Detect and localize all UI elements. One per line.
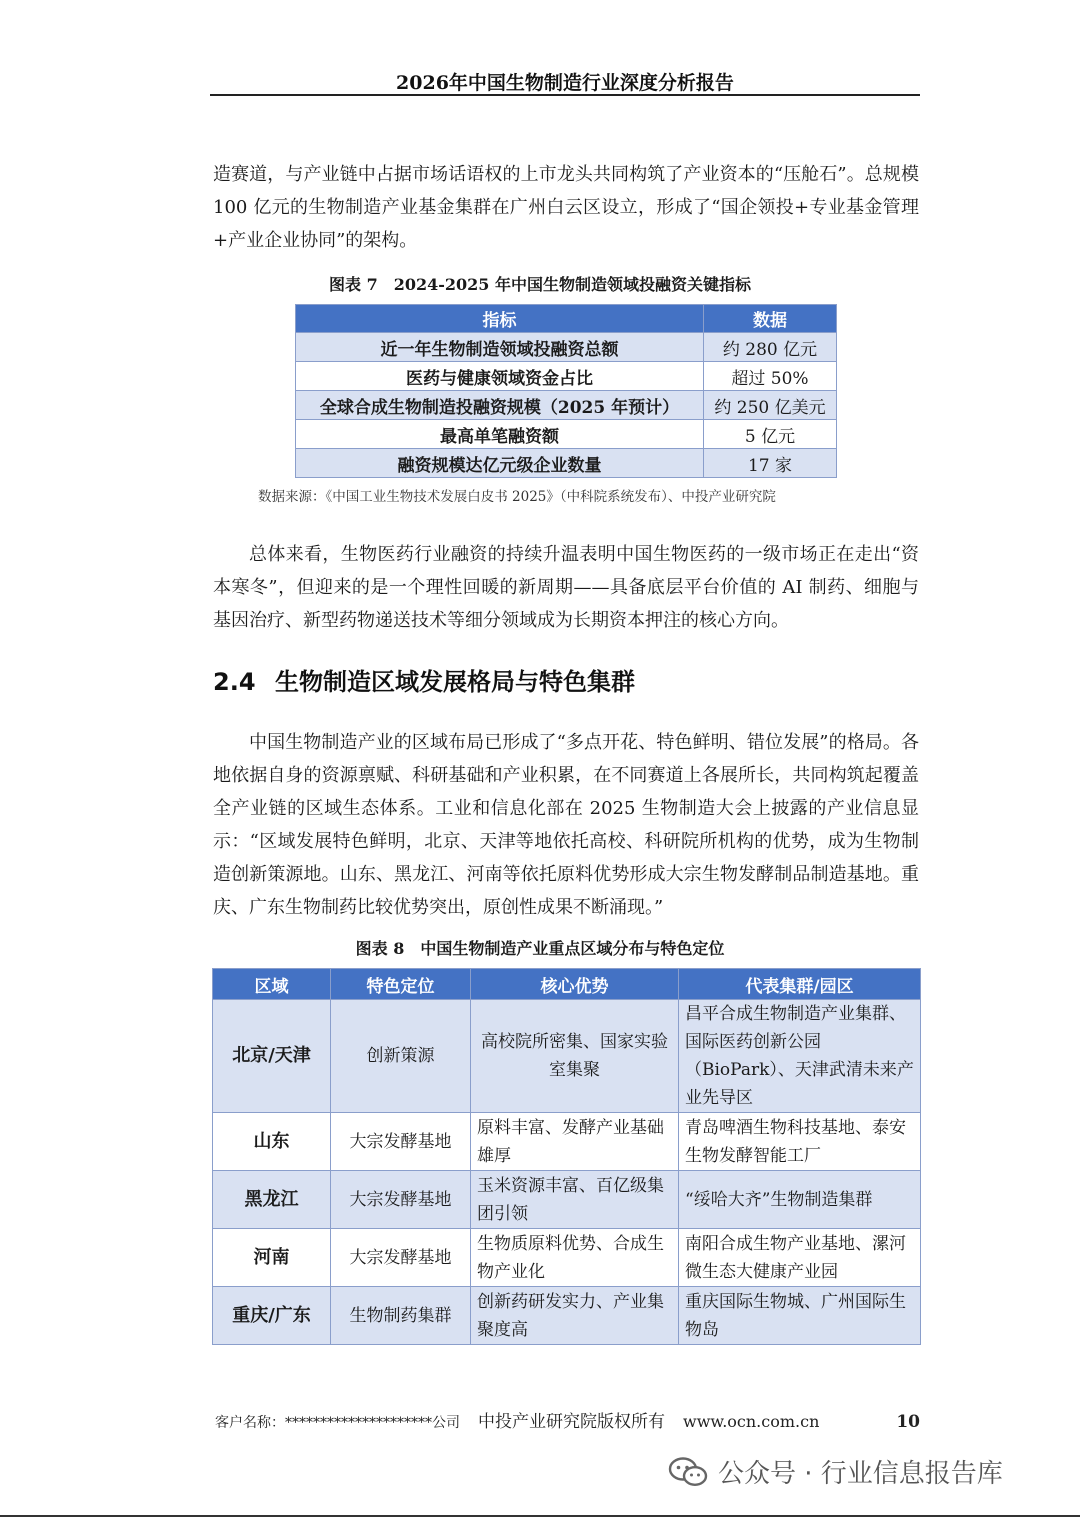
header-divider — [210, 94, 920, 96]
positioning-cell: 大宗发酵基地 — [331, 1171, 471, 1229]
footer-website: www.ocn.com.cn — [683, 1412, 820, 1431]
watermark-text: 公众号 · 行业信息报告库 — [718, 1459, 1003, 1489]
table-header-row — [296, 305, 837, 333]
table-row — [296, 391, 837, 420]
figure-7-caption: 图表 7 2024-2025 年中国生物制造领域投融资关键指标 — [329, 275, 751, 294]
advantage-cell: 原料丰富、发酵产业基础雄厚 — [471, 1113, 679, 1171]
indicator-cell: 医药与健康领域资金占比 — [296, 362, 704, 391]
indicator-cell: 最高单笔融资额 — [296, 420, 704, 449]
clusters-cell: 南阳合成生物产业基地、漯河微生态大健康产业园 — [679, 1229, 921, 1287]
table-row — [296, 449, 837, 478]
paragraph-3: 中国生物制造产业的区域布局已形成了“多点开花、特色鲜明、错位发展”的格局。各地依据自身的资源禀赋、科研基础和产业积累，在不同赛道上各展所长，共同构筑起覆盖全产业链的区域生态体系。工业和信息化部在 2025 生物制造大会上披露的产业信息显示：“区域发展特色鲜明，北京、天津等地依托高校、科研院所机构的优势，成为生物制造创新策源地。山东、黑龙江、河南等依托原料优势形成大宗生物发酵制品制造基地。重庆、广东生物制药比较优势突出，原创性成果不断涌现。” — [213, 732, 919, 918]
clusters-cell: “绥哈大齐”生物制造集群 — [679, 1171, 921, 1229]
paragraph-2: 总体来看，生物医药行业融资的持续升温表明中国生物医药的一级市场正在走出“资本寒冬”，但迎来的是一个理性回暖的新周期——具备底层平台价值的 AI 制药、细胞与基因治疗、新型药物递送技术等细分领域成为长期资本押注的核心方向。 — [213, 544, 919, 631]
clusters-cell: 昌平合成生物制造产业集群、国际医药创新公园（BioPark）、天津武清未来产业先导区 — [679, 1000, 921, 1113]
column-header-positioning: 特色定位 — [331, 969, 471, 1000]
column-header-value: 数据 — [704, 305, 837, 333]
figure-8-table — [212, 968, 921, 1345]
figure-7-table — [295, 304, 837, 478]
column-header-advantage: 核心优势 — [471, 969, 679, 1000]
page-footer — [215, 1407, 920, 1432]
paragraph-1: 造赛道，与产业链中占据市场话语权的上市龙头共同构筑了产业资本的“压舱石”。总规模 100 亿元的生物制造产业基金集群在广州白云区设立，形成了“国企领投+专业基金管理+产业企业协同”的架构。 — [213, 164, 919, 251]
clusters-cell: 青岛啤酒生物科技基地、泰安生物发酵智能工厂 — [679, 1113, 921, 1171]
value-cell: 超过 50% — [704, 362, 837, 391]
page-number: 10 — [896, 1412, 920, 1432]
region-cell: 重庆/广东 — [213, 1287, 331, 1345]
figure-7-source: 数据来源：《中国工业生物技术发展白皮书 2025》（中科院系统发布）、中投产业研究院 — [258, 489, 776, 505]
advantage-cell: 生物质原料优势、合成生物产业化 — [471, 1229, 679, 1287]
value-cell: 约 280 亿元 — [704, 333, 837, 362]
table-row — [213, 1000, 921, 1113]
positioning-cell: 大宗发酵基地 — [331, 1113, 471, 1171]
region-cell: 黑龙江 — [213, 1171, 331, 1229]
table-row — [213, 1287, 921, 1345]
value-cell: 5 亿元 — [704, 420, 837, 449]
footer-copyright: 中投产业研究院版权所有 — [478, 1412, 665, 1432]
region-cell: 河南 — [213, 1229, 331, 1287]
table-row — [296, 362, 837, 391]
clusters-cell: 重庆国际生物城、广州国际生物岛 — [679, 1287, 921, 1345]
figure-8-caption: 图表 8 中国生物制造产业重点区域分布与特色定位 — [355, 939, 725, 958]
advantage-cell: 玉米资源丰富、百亿级集团引领 — [471, 1171, 679, 1229]
table-header-row — [213, 969, 921, 1000]
table-row — [296, 420, 837, 449]
advantage-cell: 创新药研发实力、产业集聚度高 — [471, 1287, 679, 1345]
indicator-cell: 融资规模达亿元级企业数量 — [296, 449, 704, 478]
table-row — [296, 333, 837, 362]
column-header-clusters: 代表集群/园区 — [679, 969, 921, 1000]
footer-client: 客户名称：*********************公司 — [215, 1415, 460, 1431]
positioning-cell: 大宗发酵基地 — [331, 1229, 471, 1287]
region-cell: 山东 — [213, 1113, 331, 1171]
table-row — [213, 1171, 921, 1229]
advantage-cell: 高校院所密集、国家实验室集聚 — [471, 1000, 679, 1113]
value-cell: 约 250 亿美元 — [704, 391, 837, 420]
section-number: 2.4 — [213, 668, 256, 696]
section-heading — [213, 662, 635, 697]
positioning-cell: 创新策源 — [331, 1000, 471, 1113]
indicator-cell: 近一年生物制造领域投融资总额 — [296, 333, 704, 362]
bottom-edge-line — [0, 1515, 1080, 1517]
section-title: 生物制造区域发展格局与特色集群 — [275, 668, 635, 696]
column-header-region: 区域 — [213, 969, 331, 1000]
positioning-cell: 生物制药集群 — [331, 1287, 471, 1345]
table-row — [213, 1229, 921, 1287]
table-row — [213, 1113, 921, 1171]
wechat-icon — [668, 1456, 708, 1488]
column-header-indicator: 指标 — [296, 305, 704, 333]
indicator-cell: 全球合成生物制造投融资规模（2025 年预计） — [296, 391, 704, 420]
page-header-title: 2026年中国生物制造行业深度分析报告 — [396, 72, 734, 94]
region-cell: 北京/天津 — [213, 1000, 331, 1113]
wechat-watermark — [668, 1453, 1003, 1490]
value-cell: 17 家 — [704, 449, 837, 478]
